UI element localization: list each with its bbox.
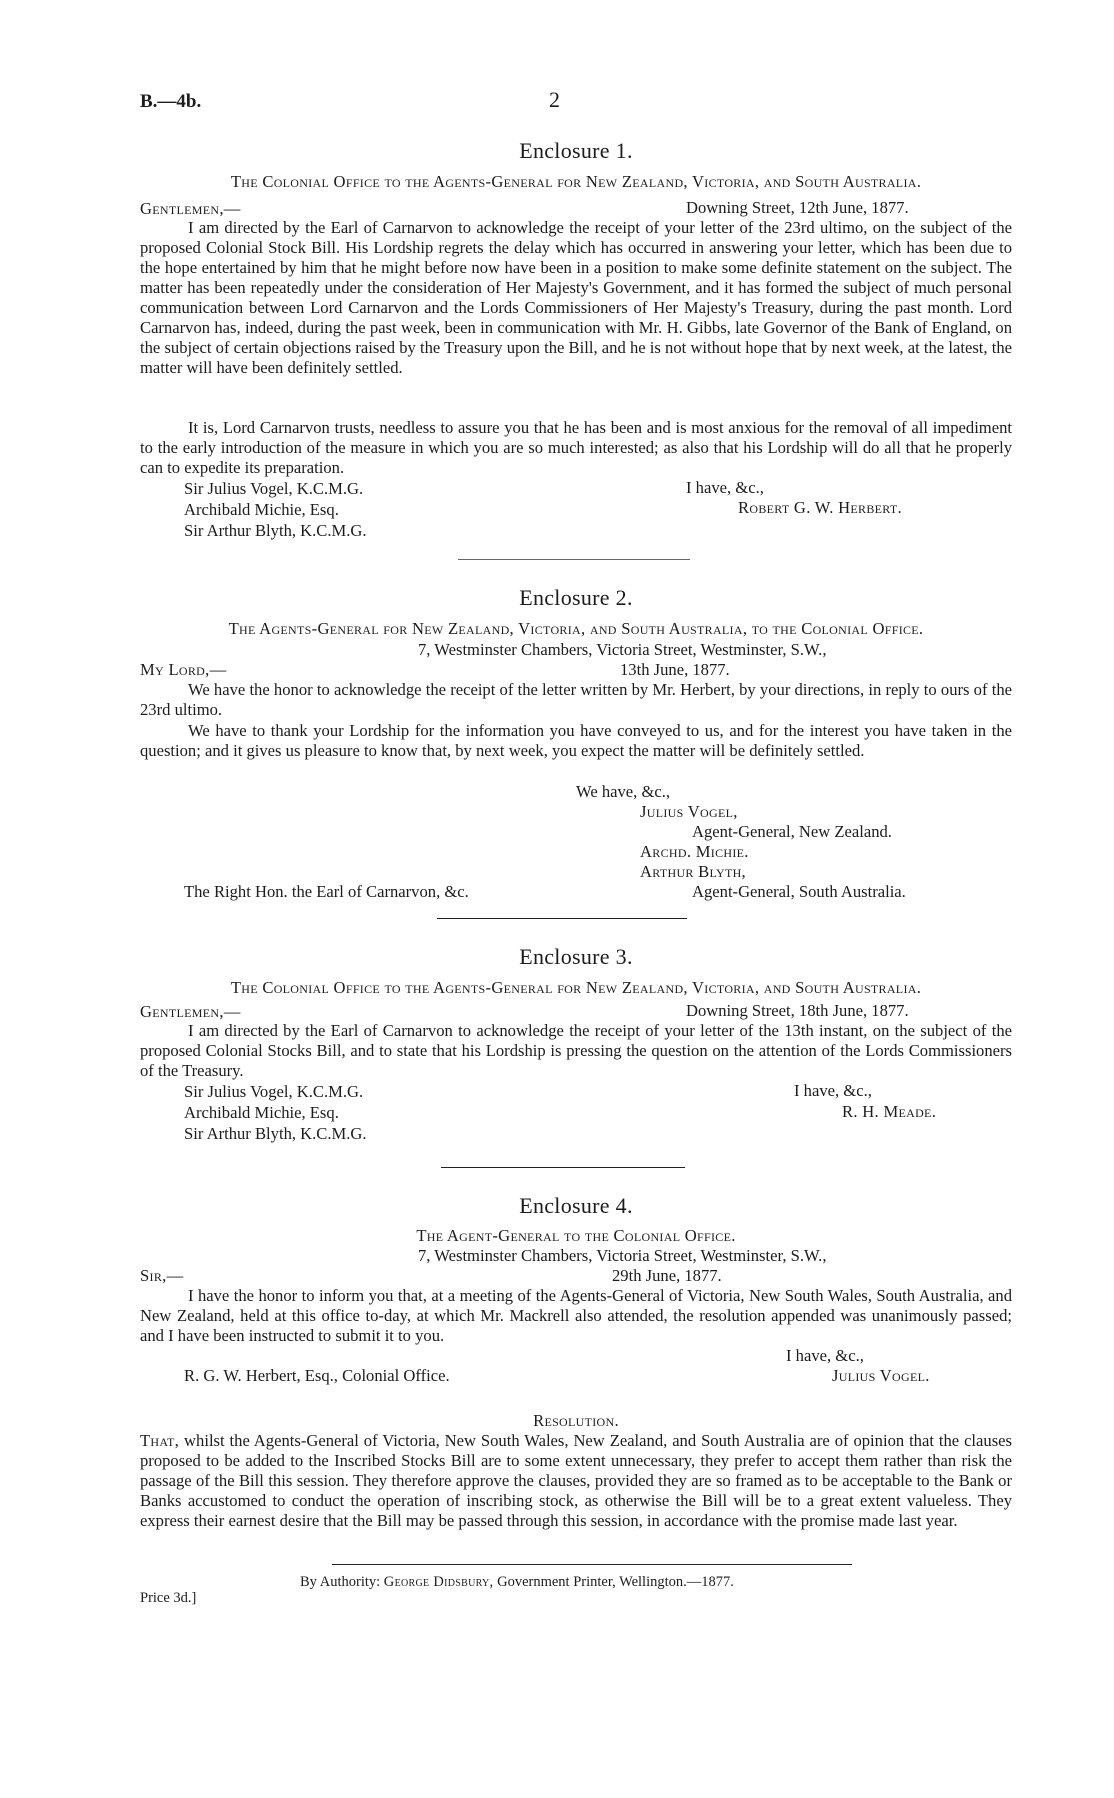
- enclosure-3-salutation: Gentlemen,—: [140, 1002, 241, 1021]
- enclosure-4-paragraph-1: I have the honor to inform you that, at a meeting of the Agents-General of Victoria, New South Wales, South Australia, and New Zealand, held at this office to-day, at which Mr. Mackrell also attended, the resolution appended was unanimously passed; and I have been instructed to submit it to you.: [140, 1286, 1012, 1345]
- enclosure-2-signatory-2: Archd. Michie.: [640, 842, 749, 861]
- enclosure-2-address: 7, Westminster Chambers, Victoria Street, Westminster, S.W.,: [418, 640, 827, 659]
- footer-rule: [332, 1564, 852, 1565]
- enclosure-2-signatory-3-title: Agent-General, South Australia.: [692, 882, 906, 901]
- enclosure-2-signatory-1-title: Agent-General, New Zealand.: [692, 822, 892, 841]
- enclosure-2-signatory-3: Arthur Blyth,: [640, 862, 746, 881]
- enclosure-1-recipients: [184, 478, 367, 541]
- recipient-line: Archibald Michie, Esq.: [184, 1103, 339, 1122]
- enclosure-3-signature: R. H. Meade.: [842, 1102, 937, 1121]
- resolution-lead-word: That,: [140, 1431, 180, 1450]
- enclosure-2-subtitle: The Agents-General for New Zealand, Victoria, and South Australia, to the Colonial Office.: [228, 619, 924, 638]
- imprint-printer-name: George Didsbury,: [383, 1574, 494, 1590]
- enclosure-4-signature: Julius Vogel.: [832, 1366, 930, 1385]
- enclosure-2-closing: We have, &c.,: [576, 782, 671, 801]
- enclosure-3-subtitle: The Colonial Office to the Agents-General for New Zealand, Victoria, and South Australia.: [230, 978, 922, 997]
- recipient-line: Sir Arthur Blyth, K.C.M.G.: [184, 521, 367, 540]
- enclosure-1-signature: Robert G. W. Herbert.: [738, 498, 902, 517]
- enclosure-3-place-date: Downing Street, 18th June, 1877.: [686, 1001, 909, 1020]
- enclosure-2-paragraph-1: We have the honor to acknowledge the receipt of the letter written by Mr. Herbert, by your directions, in reply to ours of the 23rd ultimo.: [140, 680, 1012, 719]
- enclosure-1-subtitle: The Colonial Office to the Agents-General for New Zealand, Victoria, and South Australia.: [230, 172, 922, 191]
- recipient-line: Sir Julius Vogel, K.C.M.G.: [184, 1082, 364, 1101]
- enclosure-4-date: 29th June, 1877.: [612, 1266, 722, 1285]
- enclosure-3-title: Enclosure 3.: [519, 944, 633, 969]
- enclosure-3-recipients: [184, 1081, 367, 1144]
- enclosure-3-closing: I have, &c.,: [794, 1081, 872, 1100]
- enclosure-4-title: Enclosure 4.: [519, 1193, 633, 1218]
- enclosure-1-place-date: Downing Street, 12th June, 1877.: [686, 198, 909, 217]
- resolution-heading: Resolution.: [533, 1411, 619, 1430]
- page-number: 2: [549, 87, 560, 112]
- enclosure-1-paragraph-2: It is, Lord Carnarvon trusts, needless to assure you that he has been and is most anxious for the removal of all impediment to the early introduction of the measure in which you are so much interested; as also that his Lordship will do all that he properly can to expedite its preparation.: [140, 418, 1012, 477]
- imprint-authority: By Authority:: [300, 1574, 381, 1590]
- resolution-text: whilst the Agents-General of Victoria, New South Wales, New Zealand, and South Australia are of opinion that the clauses proposed to be added to the Inscribed Stocks Bill are to some extent unnecessary, they prefer to accept them rather than risk the passage of the Bill this session. They therefore approve the clauses, provided they are so framed as to be acceptable to the Bank or Banks accustomed to conduct the operation of inscribing stock, as otherwise the Bill will be to a great extent valueless. They express their earnest desire that the Bill may be passed through this session, in accordance with the promise made last year.: [140, 1431, 1012, 1530]
- enclosure-2-date: 13th June, 1877.: [620, 660, 730, 679]
- enclosure-2-title: Enclosure 2.: [519, 585, 633, 610]
- price-label: Price 3d.]: [140, 1590, 197, 1606]
- enclosure-1-salutation: Gentlemen,—: [140, 199, 241, 218]
- enclosure-4-subtitle: The Agent-General to the Colonial Office.: [416, 1226, 736, 1245]
- enclosure-4-recipient: R. G. W. Herbert, Esq., Colonial Office.: [184, 1366, 450, 1385]
- enclosure-2-recipient: The Right Hon. the Earl of Carnarvon, &c.: [184, 882, 469, 901]
- section-divider: [458, 559, 690, 560]
- recipient-line: Sir Julius Vogel, K.C.M.G.: [184, 479, 364, 498]
- enclosure-1-closing: I have, &c.,: [686, 478, 764, 497]
- recipient-line: Archibald Michie, Esq.: [184, 500, 339, 519]
- imprint-line: [300, 1572, 734, 1592]
- document-code: B.—4b.: [140, 91, 202, 112]
- enclosure-4-address: 7, Westminster Chambers, Victoria Street, Westminster, S.W.,: [418, 1246, 827, 1265]
- recipient-line: Sir Arthur Blyth, K.C.M.G.: [184, 1124, 367, 1143]
- enclosure-4-closing: I have, &c.,: [786, 1346, 864, 1365]
- section-divider: [437, 918, 687, 919]
- enclosure-4-salutation: Sir,—: [140, 1266, 184, 1285]
- resolution-body: [140, 1431, 1012, 1531]
- enclosure-1-paragraph-1: I am directed by the Earl of Carnarvon to acknowledge the receipt of your letter of the 23rd ultimo, on the subject of the proposed Colonial Stock Bill. His Lordship regrets the delay which has occurred in answering your letter, which has been due to the hope entertained by him that he might before now have been in a position to make some definite statement on the subject. The matter has been repeatedly under the consideration of Her Majesty's Government, and it has formed the subject of much personal communication between Lord Carnarvon and the Lords Commissioners of Her Majesty's Treasury, during the past month. Lord Carnarvon has, indeed, during the past week, been in communication with Mr. H. Gibbs, late Governor of the Bank of England, on the subject of certain objections raised by the Treasury upon the Bill, and he is not without hope that by next week, at the latest, the matter will have been definitely settled.: [140, 218, 1012, 377]
- enclosure-2-salutation: My Lord,—: [140, 660, 227, 679]
- section-divider: [441, 1167, 685, 1168]
- imprint-printer-details: Government Printer, Wellington.—1877.: [497, 1574, 734, 1590]
- enclosure-1-title: Enclosure 1.: [519, 138, 633, 163]
- enclosure-2-signatory-1: Julius Vogel,: [640, 802, 738, 821]
- enclosure-3-paragraph-1: I am directed by the Earl of Carnarvon to acknowledge the receipt of your letter of the 13th instant, on the subject of the proposed Colonial Stocks Bill, and to state that his Lordship is pressing the question on the attention of the Lords Commissioners of the Treasury.: [140, 1021, 1012, 1080]
- enclosure-2-paragraph-2: We have to thank your Lordship for the information you have conveyed to us, and for the interest you have taken in the question; and it gives us pleasure to know that, by next week, you expect the matter will be definitely settled.: [140, 721, 1012, 760]
